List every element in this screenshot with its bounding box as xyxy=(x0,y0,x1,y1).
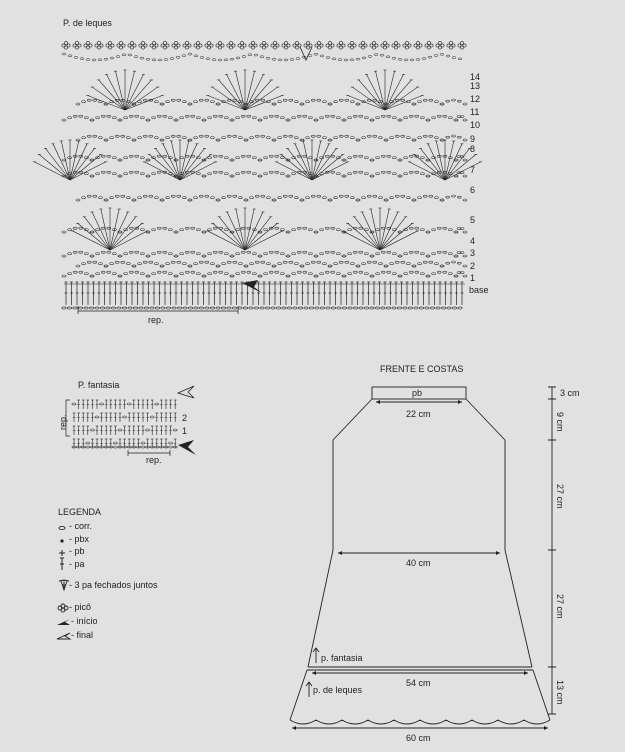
start-arrow-icon xyxy=(56,617,72,627)
section-fantasy-label: p. fantasia xyxy=(321,653,363,663)
row-number: 6 xyxy=(470,185,476,195)
schematic-title: FRENTE E COSTAS xyxy=(380,364,464,374)
yoke-edges xyxy=(333,399,505,440)
row-number: 1 xyxy=(470,273,476,283)
fan-chart-title: P. de leques xyxy=(63,18,112,28)
waistband-label: pb xyxy=(412,388,423,398)
row-number: 1 xyxy=(182,426,188,436)
width-bottom: 60 cm xyxy=(406,733,431,743)
width-middle: 40 cm xyxy=(406,558,431,568)
repeat-label: rep. xyxy=(148,315,164,325)
fan-stitch-chart xyxy=(0,0,625,330)
body-edges xyxy=(333,440,505,550)
row-number: 8 xyxy=(470,144,476,154)
row-number: 14 xyxy=(470,72,481,82)
row-number: 3 xyxy=(470,248,476,258)
row-number: 4 xyxy=(470,236,476,246)
width-top: 22 cm xyxy=(406,409,431,419)
row-number: 13 xyxy=(470,81,481,91)
row-number: 9 xyxy=(470,134,476,144)
arrow-fantasy xyxy=(313,648,319,663)
row-number: 7 xyxy=(470,165,476,175)
height-body: 27 cm xyxy=(555,484,565,509)
repeat-label-vertical: rep. xyxy=(58,414,68,430)
section-fans-label: p. de leques xyxy=(313,685,363,695)
row-number: 10 xyxy=(470,120,481,130)
legend-title: LEGENDA xyxy=(58,507,102,517)
picot-icon xyxy=(57,602,69,614)
row-number: 5 xyxy=(470,215,476,225)
scallop-hem xyxy=(290,720,550,724)
row-number: 11 xyxy=(470,107,480,117)
width-lower: 54 cm xyxy=(406,678,431,688)
height-waistband: 3 cm xyxy=(560,388,580,398)
base-label: base xyxy=(469,285,489,295)
slip-stitch-icon xyxy=(58,536,68,546)
double-crochet-icon xyxy=(58,557,68,571)
height-yoke: 9 cm xyxy=(555,412,565,432)
dim-ticks xyxy=(548,387,556,714)
fantasy-chart-title: P. fantasia xyxy=(78,380,120,390)
row-number: 2 xyxy=(182,413,188,423)
row-number: 2 xyxy=(470,261,476,271)
fantasy-band xyxy=(307,667,533,670)
arrow-fans xyxy=(306,682,312,697)
height-flare: 27 cm xyxy=(555,594,565,619)
row-number: 12 xyxy=(470,94,481,104)
chain-stitch-icon xyxy=(58,523,68,533)
height-hem: 13 cm xyxy=(555,680,565,705)
repeat-label-horizontal: rep. xyxy=(146,455,162,465)
end-arrow-icon xyxy=(56,631,72,641)
